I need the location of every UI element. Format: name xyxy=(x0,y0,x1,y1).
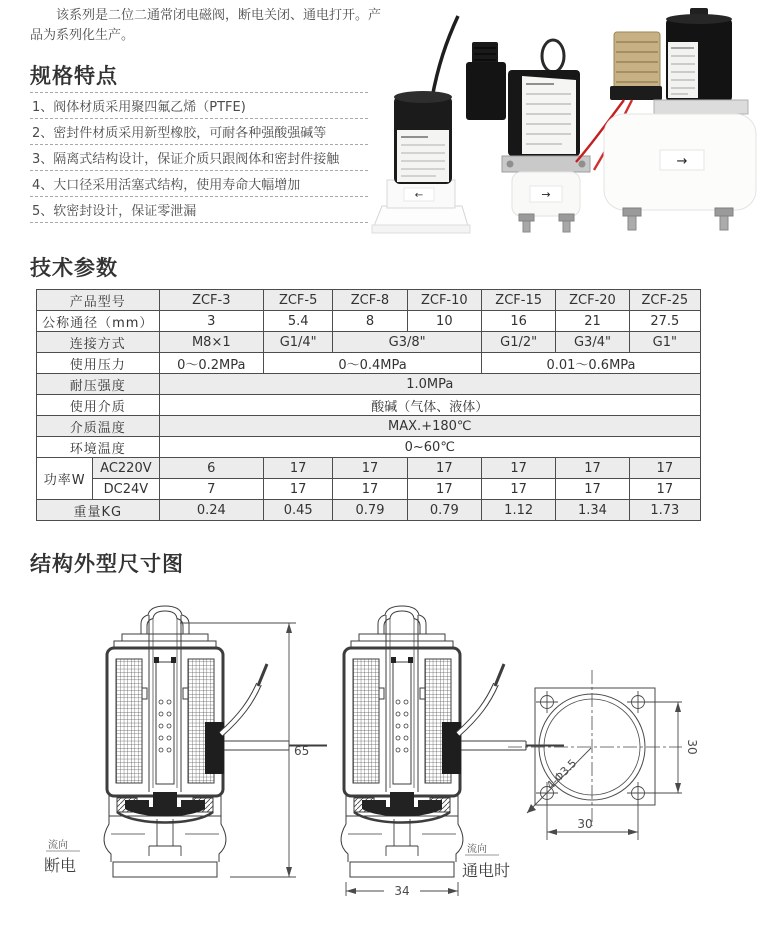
cell: 16 xyxy=(481,311,555,332)
row-label: 公称通径（mm） xyxy=(37,311,160,332)
row-label: 耐压强度 xyxy=(37,374,160,395)
model-cell: ZCF-15 xyxy=(481,290,555,311)
table-row xyxy=(37,290,701,311)
row-label: 连接方式 xyxy=(37,332,160,353)
table-row xyxy=(37,416,701,437)
table-row xyxy=(37,395,701,416)
cell: 5.4 xyxy=(264,311,333,332)
row-sublabel: AC220V xyxy=(93,458,159,479)
cell: 17 xyxy=(407,479,481,500)
valve-cross-section-energized xyxy=(341,606,564,877)
cell: 0.24 xyxy=(159,500,263,521)
row-label: 环境温度 xyxy=(37,437,160,458)
cell: 17 xyxy=(481,458,555,479)
product-photo-small-valve xyxy=(372,16,470,233)
flange-top-view xyxy=(508,670,682,840)
cell: 27.5 xyxy=(629,311,700,332)
row-label: 重量KG xyxy=(37,500,160,521)
din-connector xyxy=(466,62,506,120)
cell: 17 xyxy=(333,458,407,479)
cell: 6 xyxy=(159,458,263,479)
feature-item: 5、软密封设计，保证零泄漏 xyxy=(30,197,368,223)
cell: 1.12 xyxy=(481,500,555,521)
row-label: 使用压力 xyxy=(37,353,160,374)
feature-item: 3、隔离式结构设计，保证介质只跟阀体和密封件接触 xyxy=(30,145,368,171)
specs-section-title: 技术参数 xyxy=(30,256,118,280)
row-label: 功率W xyxy=(37,458,93,500)
cell: 17 xyxy=(407,458,481,479)
product-photos xyxy=(366,4,765,234)
cell: 17 xyxy=(629,458,700,479)
cell: 8 xyxy=(333,311,407,332)
cell: 0～0.4MPa xyxy=(264,353,482,374)
cell: 17 xyxy=(264,458,333,479)
cell: 3 xyxy=(159,311,263,332)
feature-item: 1、阀体材质采用聚四氟乙烯（PTFE) xyxy=(30,93,368,119)
dim-flange-horizontal-label: 30 xyxy=(577,817,593,831)
spec-table xyxy=(36,289,701,521)
flow-arrow-right-icon: → xyxy=(541,188,551,201)
row-label: 使用介质 xyxy=(37,395,160,416)
flow-direction-label: 流向 xyxy=(48,840,68,851)
model-cell: ZCF-5 xyxy=(264,290,333,311)
cell: G3/8" xyxy=(333,332,482,353)
lifting-ring-icon xyxy=(542,40,564,72)
cell: 1.34 xyxy=(556,500,629,521)
cell: 酸碱（气体、液体） xyxy=(159,395,700,416)
intro-paragraph: 该系列是二位二通常闭电磁阀，断电关闭、通电打开。产品为系列化生产。 xyxy=(30,8,382,44)
product-label xyxy=(397,130,449,182)
cell: G1" xyxy=(629,332,700,353)
table-row xyxy=(37,311,701,332)
flange-holes-label: 4-Φ3.5 xyxy=(543,756,580,793)
cell: 0～0.2MPa xyxy=(159,353,263,374)
cell: 0~60℃ xyxy=(159,437,700,458)
row-sublabel: DC24V xyxy=(93,479,159,500)
cell: 17 xyxy=(629,479,700,500)
cell: 0.01～0.6MPa xyxy=(481,353,700,374)
model-cell: ZCF-20 xyxy=(556,290,629,311)
col-header: 产品型号 xyxy=(37,290,160,311)
cell: 17 xyxy=(556,479,629,500)
table-row xyxy=(37,479,701,500)
product-photo-medium-valve xyxy=(466,40,590,232)
cell: 17 xyxy=(333,479,407,500)
cell: 17 xyxy=(481,479,555,500)
cell: 17 xyxy=(264,479,333,500)
dim-width-label: 34 xyxy=(394,884,410,898)
valve-cross-section-deenergized xyxy=(104,606,327,877)
cell: 0.79 xyxy=(407,500,481,521)
model-cell: ZCF-8 xyxy=(333,290,407,311)
cell: 0.45 xyxy=(264,500,333,521)
product-label xyxy=(522,76,576,154)
cell: 1.73 xyxy=(629,500,700,521)
product-photo-large-valve xyxy=(576,8,756,230)
state-label-energized: 通电时 xyxy=(462,861,511,880)
table-row xyxy=(37,353,701,374)
cable-icon xyxy=(432,16,458,98)
table-row xyxy=(37,437,701,458)
table-row xyxy=(37,500,701,521)
dimension-flange-vertical xyxy=(646,702,682,793)
cell: G3/4" xyxy=(556,332,629,353)
cell: MAX.+180℃ xyxy=(159,416,700,437)
features-section-title: 规格特点 xyxy=(30,64,118,88)
dim-height-label: 65 xyxy=(294,744,310,758)
cell: 0.79 xyxy=(333,500,407,521)
cell: G1/2" xyxy=(481,332,555,353)
model-cell: ZCF-10 xyxy=(407,290,481,311)
model-cell: ZCF-25 xyxy=(629,290,700,311)
model-cell: ZCF-3 xyxy=(159,290,263,311)
state-label-deenergized: 断电 xyxy=(44,856,77,875)
row-label: 介质温度 xyxy=(37,416,160,437)
cell: M8×1 xyxy=(159,332,263,353)
feature-item: 2、密封件材质采用新型橡胶，可耐各种强酸强碱等 xyxy=(30,119,368,145)
flow-arrow-left-icon: ← xyxy=(414,190,424,201)
table-row xyxy=(37,374,701,395)
feature-item: 4、大口径采用活塞式结构，使用寿命大幅增加 xyxy=(30,171,368,197)
cell: 10 xyxy=(407,311,481,332)
cell: 17 xyxy=(556,458,629,479)
product-label xyxy=(668,42,698,98)
coil-connector xyxy=(614,32,660,90)
flow-arrow-right-icon: → xyxy=(676,154,688,169)
feature-list xyxy=(30,92,368,223)
dim-flange-vertical-label: 30 xyxy=(685,739,699,755)
flow-direction-label: 流向 xyxy=(467,844,487,855)
table-row xyxy=(37,458,701,479)
cell: 21 xyxy=(556,311,629,332)
cell: 7 xyxy=(159,479,263,500)
dimensions-section-title: 结构外型尺寸图 xyxy=(30,552,184,576)
table-row xyxy=(37,332,701,353)
dimension-drawings xyxy=(30,594,730,932)
cell: G1/4" xyxy=(264,332,333,353)
cell: 1.0MPa xyxy=(159,374,700,395)
